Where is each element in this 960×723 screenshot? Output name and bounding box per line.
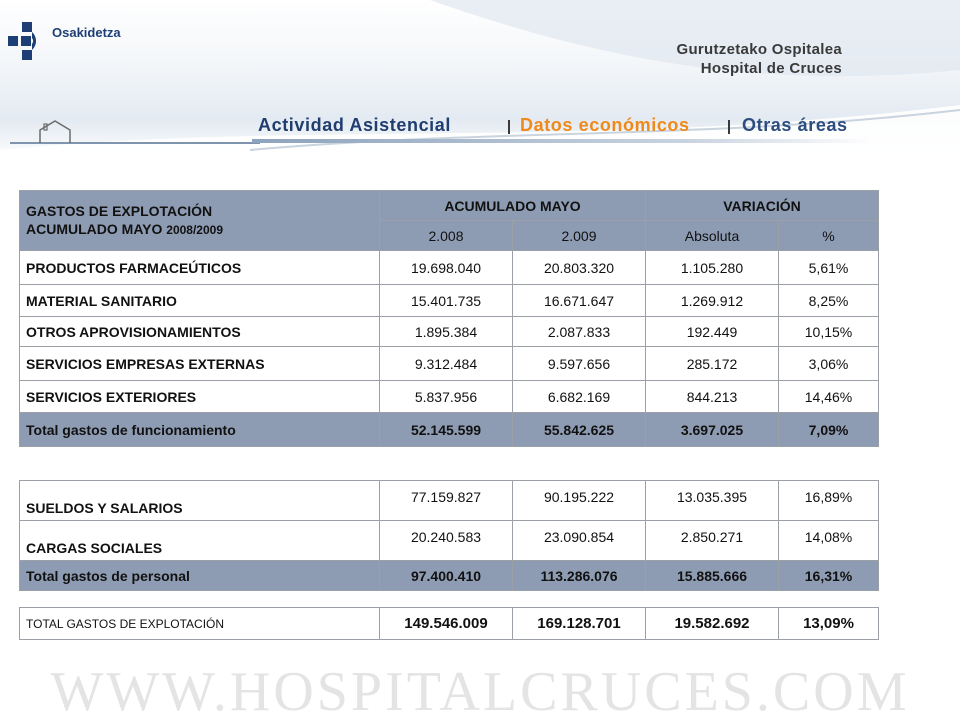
table-row bbox=[20, 521, 879, 561]
cell-2008: 15.401.735 bbox=[380, 285, 513, 317]
cell-absoluta: 285.172 bbox=[646, 347, 779, 381]
cell-percent: 7,09% bbox=[779, 413, 879, 447]
nav-separator bbox=[728, 120, 730, 134]
cell-2009: 6.682.169 bbox=[513, 381, 646, 413]
cell-2008: 20.240.583 bbox=[380, 521, 513, 561]
cell-percent: 16,89% bbox=[779, 481, 879, 521]
hospital-name-basque: Gurutzetako Ospitalea bbox=[676, 41, 842, 58]
operating-expenses-table bbox=[19, 190, 879, 447]
cell-2009: 55.842.625 bbox=[513, 413, 646, 447]
cell-absoluta: 192.449 bbox=[646, 317, 779, 347]
row-label: SERVICIOS EMPRESAS EXTERNAS bbox=[20, 347, 380, 381]
header-acumulado-mayo: ACUMULADO MAYO bbox=[380, 191, 646, 221]
cell-percent: 3,06% bbox=[779, 347, 879, 381]
cell-percent: 10,15% bbox=[779, 317, 879, 347]
nav-actividad-asistencial[interactable]: Actividad Asistencial bbox=[258, 115, 451, 135]
row-label: SUELDOS Y SALARIOS bbox=[20, 481, 380, 521]
cell-2008: 19.698.040 bbox=[380, 251, 513, 285]
table-row bbox=[20, 317, 879, 347]
hospital-name-spanish: Hospital de Cruces bbox=[700, 60, 842, 77]
cell-2009: 169.128.701 bbox=[513, 608, 646, 640]
table-row bbox=[20, 381, 879, 413]
row-label: SERVICIOS EXTERIORES bbox=[20, 381, 380, 413]
personnel-expenses-table bbox=[19, 480, 879, 591]
nav-separator bbox=[508, 120, 510, 134]
cell-percent: 16,31% bbox=[779, 561, 879, 591]
row-label: CARGAS SOCIALES bbox=[20, 521, 380, 561]
cell-absoluta: 13.035.395 bbox=[646, 481, 779, 521]
row-label: TOTAL GASTOS DE EXPLOTACIÓN bbox=[20, 608, 380, 640]
total-row-funcionamiento bbox=[20, 413, 879, 447]
grand-total-table bbox=[19, 607, 879, 640]
cell-2009: 90.195.222 bbox=[513, 481, 646, 521]
cell-percent: 14,08% bbox=[779, 521, 879, 561]
cell-2008: 52.145.599 bbox=[380, 413, 513, 447]
nav-otras-areas[interactable]: Otras áreas bbox=[742, 115, 848, 135]
cell-2009: 20.803.320 bbox=[513, 251, 646, 285]
row-label: PRODUCTOS FARMACEÚTICOS bbox=[20, 251, 380, 285]
nav-datos-economicos[interactable]: Datos económicos bbox=[520, 115, 690, 135]
header-absoluta: Absoluta bbox=[646, 221, 779, 251]
cell-percent: 14,46% bbox=[779, 381, 879, 413]
header-variacion: VARIACIÓN bbox=[646, 191, 879, 221]
cell-2009: 113.286.076 bbox=[513, 561, 646, 591]
table-row bbox=[20, 481, 879, 521]
cell-2009: 9.597.656 bbox=[513, 347, 646, 381]
home-icon[interactable] bbox=[10, 118, 260, 146]
table-title-cell bbox=[20, 191, 380, 251]
cell-absoluta: 15.885.666 bbox=[646, 561, 779, 591]
row-label: OTROS APROVISIONAMIENTOS bbox=[20, 317, 380, 347]
row-label: Total gastos de personal bbox=[20, 561, 380, 591]
table-title-years: 2008/2009 bbox=[166, 223, 223, 237]
nav-underline bbox=[252, 139, 872, 143]
cell-absoluta: 2.850.271 bbox=[646, 521, 779, 561]
website-watermark: WWW.HOSPITALCRUCES.COM bbox=[50, 661, 910, 723]
cell-percent: 5,61% bbox=[779, 251, 879, 285]
cell-2008: 97.400.410 bbox=[380, 561, 513, 591]
header-2008: 2.008 bbox=[380, 221, 513, 251]
cell-2009: 23.090.854 bbox=[513, 521, 646, 561]
cell-percent: 13,09% bbox=[779, 608, 879, 640]
cell-2008: 9.312.484 bbox=[380, 347, 513, 381]
header-percent: % bbox=[779, 221, 879, 251]
cell-absoluta: 1.105.280 bbox=[646, 251, 779, 285]
cell-absoluta: 844.213 bbox=[646, 381, 779, 413]
header-2009: 2.009 bbox=[513, 221, 646, 251]
cell-2008: 1.895.384 bbox=[380, 317, 513, 347]
grand-total-row bbox=[20, 608, 879, 640]
cell-2008: 5.837.956 bbox=[380, 381, 513, 413]
cell-absoluta: 3.697.025 bbox=[646, 413, 779, 447]
cell-2008: 149.546.009 bbox=[380, 608, 513, 640]
cell-percent: 8,25% bbox=[779, 285, 879, 317]
cell-absoluta: 1.269.912 bbox=[646, 285, 779, 317]
table-row bbox=[20, 251, 879, 285]
main-navigation bbox=[252, 112, 872, 142]
cell-2009: 16.671.647 bbox=[513, 285, 646, 317]
cell-2009: 2.087.833 bbox=[513, 317, 646, 347]
hospital-name bbox=[676, 40, 842, 78]
table-title-line2: ACUMULADO MAYO bbox=[26, 221, 163, 237]
table-row bbox=[20, 347, 879, 381]
cell-absoluta: 19.582.692 bbox=[646, 608, 779, 640]
cell-2008: 77.159.827 bbox=[380, 481, 513, 521]
table-row bbox=[20, 285, 879, 317]
table-title-line1: GASTOS DE EXPLOTACIÓN bbox=[26, 203, 213, 219]
total-row-personal bbox=[20, 561, 879, 591]
row-label: Total gastos de funcionamiento bbox=[20, 413, 380, 447]
brand-name: Osakidetza bbox=[52, 25, 121, 40]
osakidetza-logo-icon bbox=[8, 22, 48, 62]
row-label: MATERIAL SANITARIO bbox=[20, 285, 380, 317]
